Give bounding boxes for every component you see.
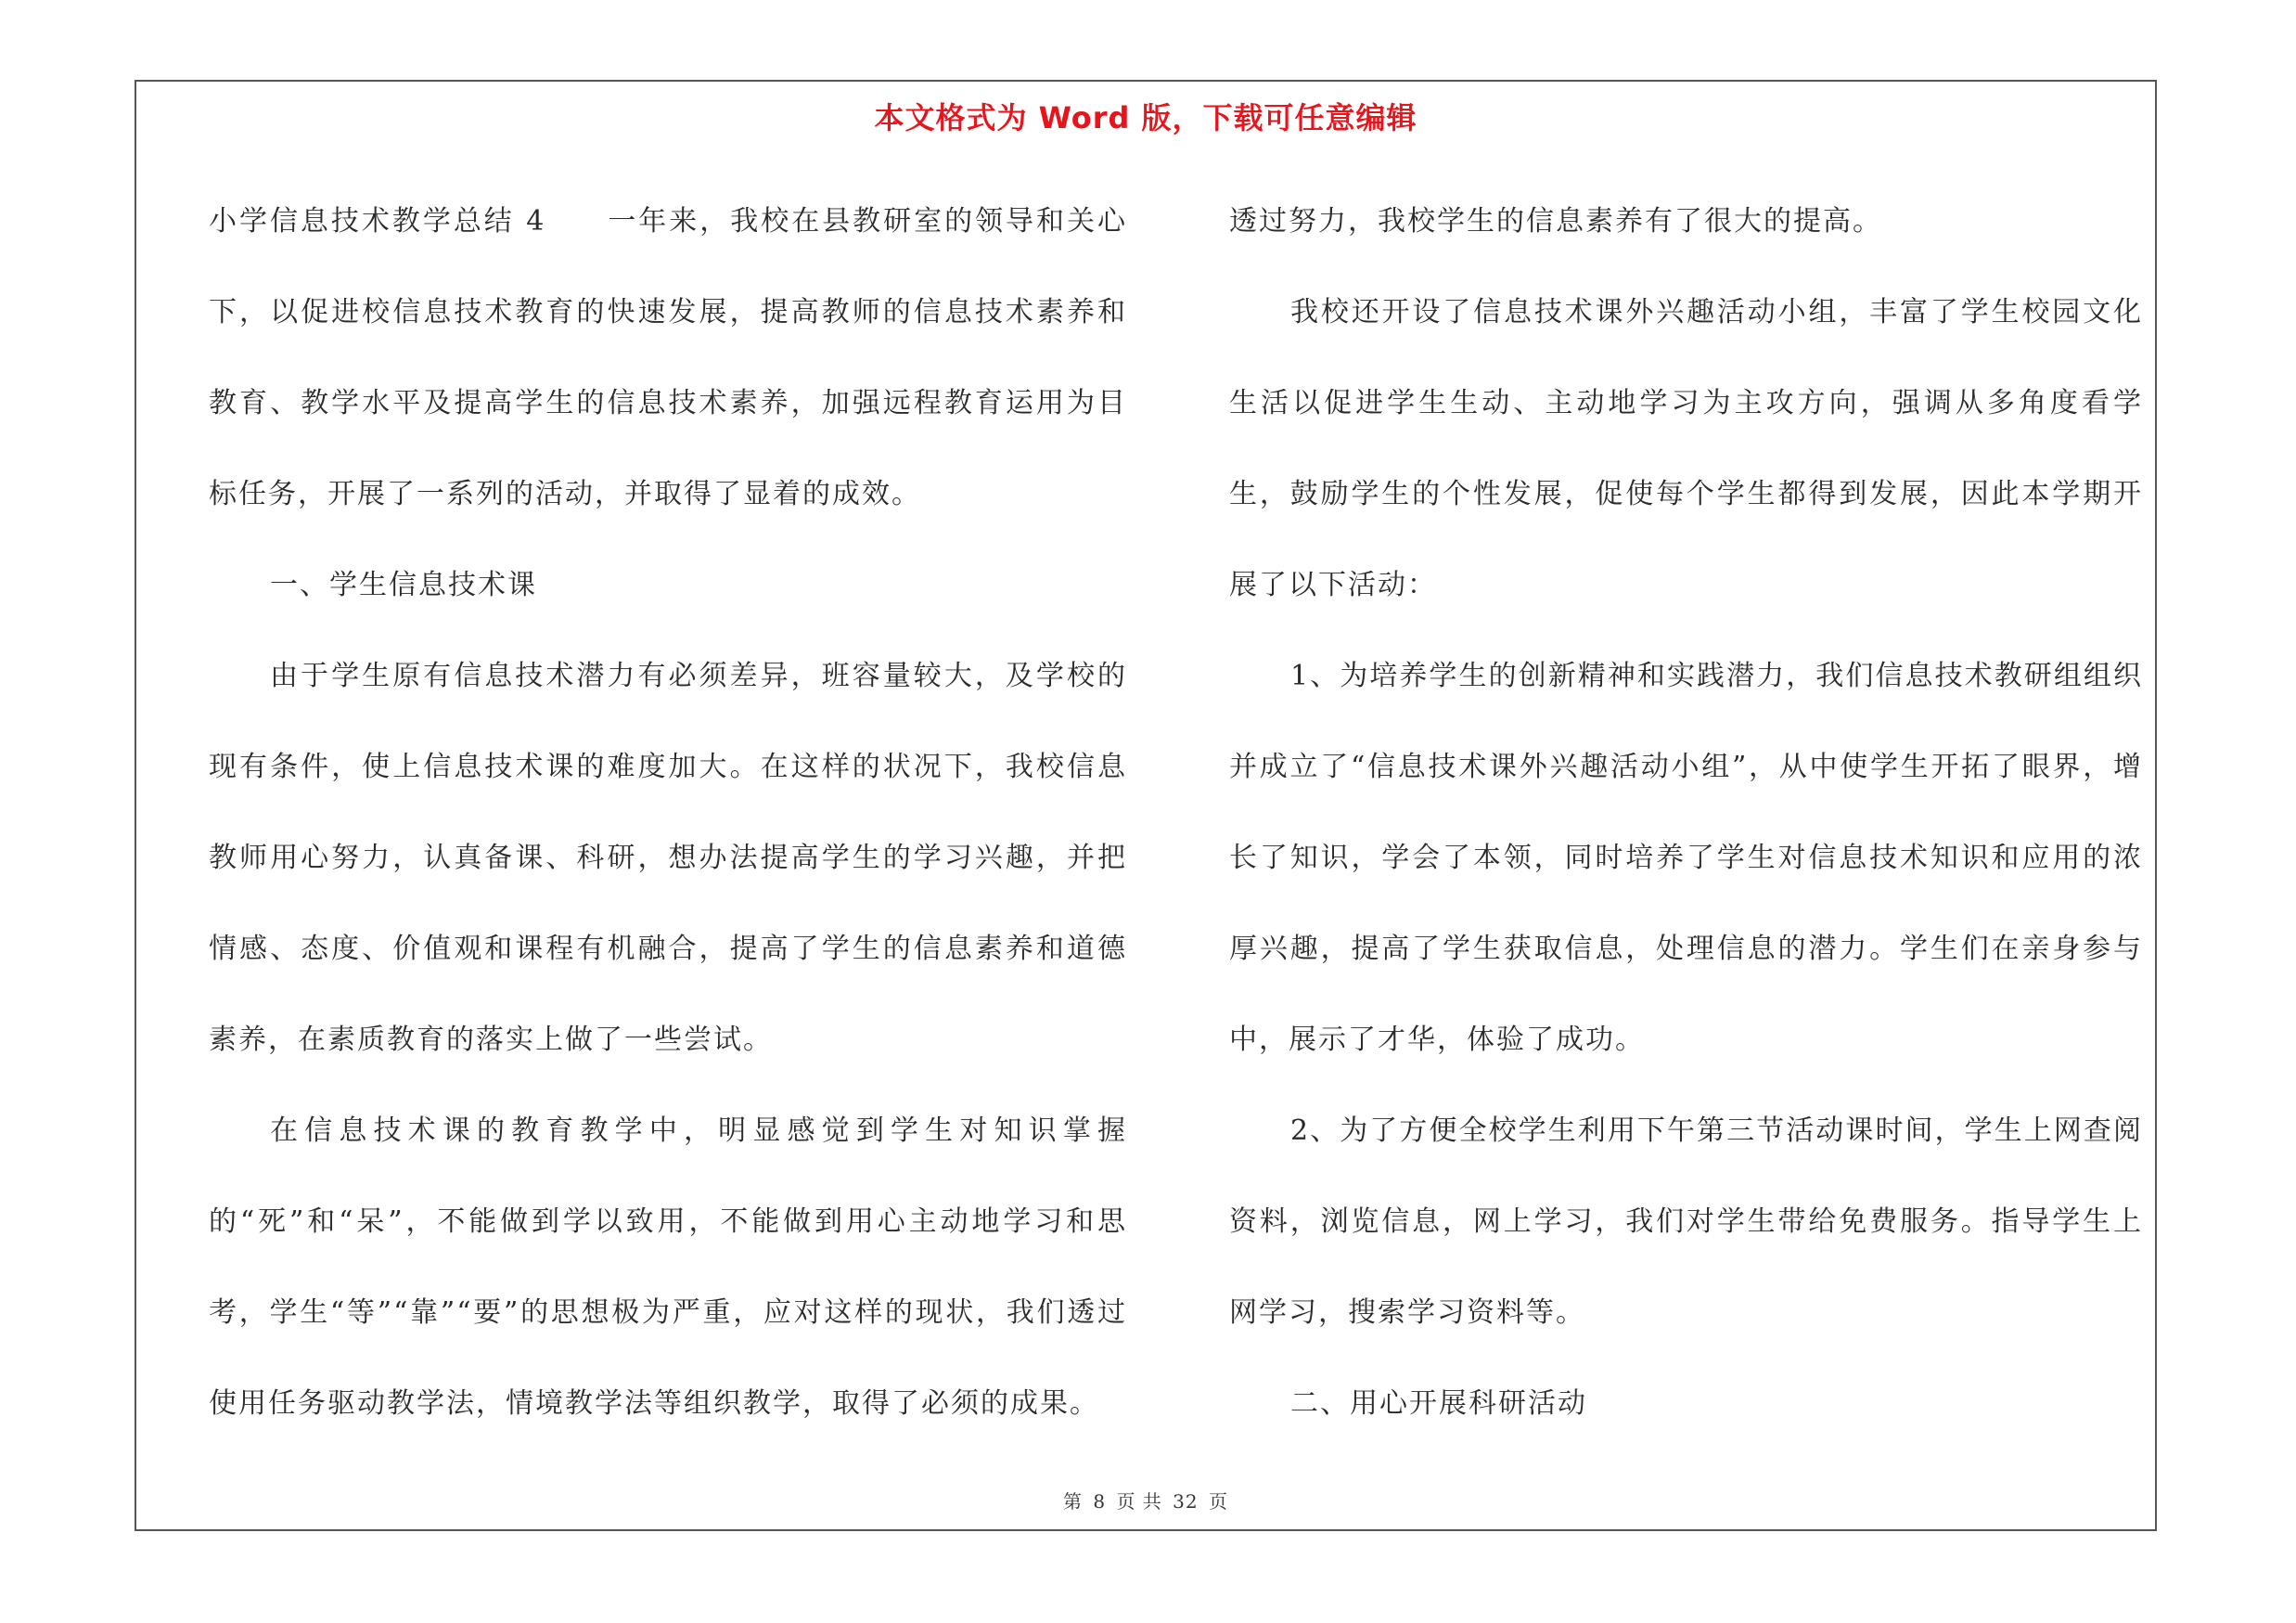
paragraph: 我校还开设了信息技术课外兴趣活动小组，丰富了学生校园文化生活以促进学生生动、主动地学习为主攻方向，强调从多角度看学生，鼓励学生的个性发展，促使每个学生都得到发展，因此本学期开展了以下活动： bbox=[1229, 296, 2143, 601]
paragraph: 由于学生原有信息技术潜力有必须差异，班容量较大，及学校的现有条件，使上信息技术课的难度加大。在这样的状况下，我校信息教师用心努力，认真备课、科研，想办法提高学生的学习兴趣，并把情感、态度、价值观和课程有机融合，提高了学生的信息素养和道德素养，在素质教育的落实上做了一些尝试。 bbox=[209, 660, 1127, 1056]
right-column bbox=[1229, 176, 2143, 1449]
section-heading: 二、用心开展科研活动 bbox=[1290, 1387, 1587, 1420]
page-frame bbox=[135, 80, 2157, 1531]
paragraph: 透过努力，我校学生的信息素养有了很大的提高。 bbox=[1229, 205, 1882, 238]
paragraph: 小学信息技术教学总结 4 一年来，我校在县教研室的领导和关心下，以促进校信息技术教育的快速发展，提高教师的信息技术素养和教育、教学水平及提高学生的信息技术素养，加强远程教育运用为目标任务，开展了一系列的活动，并取得了显着的成效。 bbox=[209, 205, 1127, 510]
page-number bbox=[136, 1487, 2155, 1514]
paragraph: 在信息技术课的教育教学中，明显感觉到学生对知识掌握的“死”和“呆”，不能做到学以致用，不能做到用心主动地学习和思考，学生“等”“靠”“要”的思想极为严重，应对这样的现状，我们透过使用任务驱动教学法，情境教学法等组织教学，取得了必须的成果。 bbox=[209, 1114, 1127, 1420]
current-page: 8 bbox=[1093, 1490, 1107, 1513]
header-banner: 本文格式为 Word 版，下载可任意编辑 bbox=[874, 100, 1417, 135]
total-pages: 32 bbox=[1173, 1490, 1199, 1513]
page-middle: 页 共 bbox=[1116, 1490, 1162, 1513]
list-item: 1、为培养学生的创新精神和实践潜力，我们信息技术教研组组织并成立了“信息技术课外兴趣活动小组”，从中使学生开拓了眼界，增长了知识，学会了本领，同时培养了学生对信息技术知识和应用的浓厚兴趣，提高了学生获取信息，处理信息的潜力。学生们在亲身参与中，展示了才华，体验了成功。 bbox=[1229, 660, 2143, 1056]
section-heading: 一、学生信息技术课 bbox=[270, 569, 537, 601]
list-item: 2、为了方便全校学生利用下午第三节活动课时间，学生上网查阅资料，浏览信息，网上学习，我们对学生带给免费服务。指导学生上网学习，搜索学习资料等。 bbox=[1229, 1114, 2143, 1329]
page-suffix: 页 bbox=[1208, 1490, 1228, 1513]
left-column bbox=[209, 176, 1127, 1449]
page-prefix: 第 bbox=[1063, 1490, 1083, 1513]
